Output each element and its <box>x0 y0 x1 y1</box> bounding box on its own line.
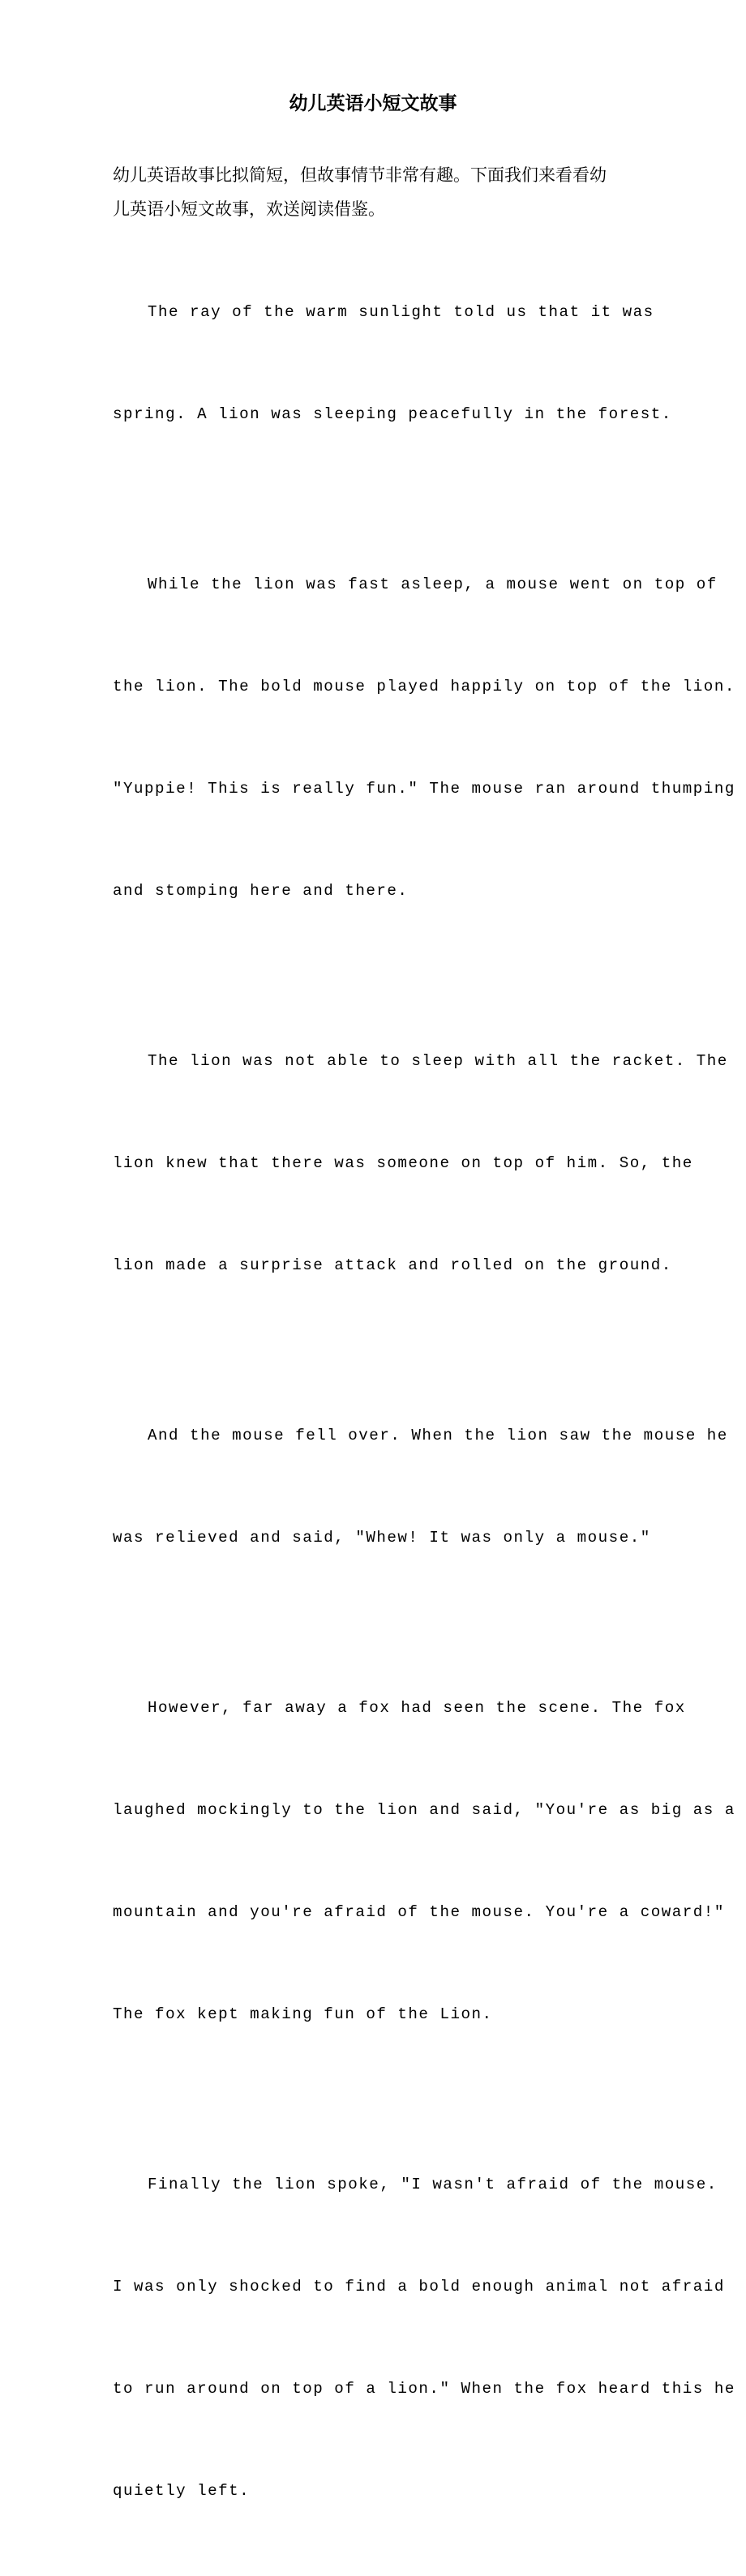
story-line: mountain and you're afraid of the mouse. You're a coward!" <box>113 1903 725 1921</box>
story-paragraph <box>113 1623 735 2099</box>
story-line: The ray of the warm sunlight told us that it was <box>148 303 654 321</box>
story-line: And the mouse fell over. When the lion saw the mouse he <box>148 1427 728 1444</box>
story-line: lion knew that there was someone on top of him. So, the <box>113 1154 693 1172</box>
story-line: quietly left. <box>113 2482 251 2500</box>
story-line: spring. A lion was sleeping peacefully in the forest. <box>113 405 672 423</box>
story-line: I was only shocked to find a bold enough animal not afraid <box>113 2278 725 2296</box>
story-line: While the lion was fast asleep, a mouse went on top of <box>148 576 718 593</box>
story-paragraph <box>113 1350 728 1623</box>
story-line: The fox kept making fun of the Lion. <box>113 2005 493 2023</box>
story-paragraph <box>113 499 735 976</box>
intro-line: 儿英语小短文故事，欢送阅读借鉴。 <box>113 199 385 219</box>
story-line: to run around on top of a lion." When the fox heard this he <box>113 2380 735 2398</box>
story-line: was relieved and said, "Whew! It was only a mouse." <box>113 1529 651 1547</box>
intro-line: 幼儿英语故事比拟简短，但故事情节非常有趣。下面我们来看看幼 <box>113 165 607 185</box>
story-line: laughed mockingly to the lion and said, "You're as big as a <box>113 1801 735 1819</box>
story-paragraph <box>113 976 728 1350</box>
story-line: lion made a surprise attack and rolled on the ground. <box>113 1256 672 1274</box>
story-line: Finally the lion spoke, "I wasn't afraid of the mouse. <box>148 2176 718 2193</box>
document-title: 幼儿英语小短文故事 <box>289 92 457 114</box>
story-paragraph <box>113 2099 735 2576</box>
story-line: the lion. The bold mouse played happily on top of the lion. <box>113 678 735 695</box>
story-line: "Yuppie! This is really fun." The mouse ran around thumping <box>113 780 735 798</box>
document-body <box>113 158 735 2576</box>
intro-paragraph <box>113 158 633 226</box>
story-line: and stomping here and there. <box>113 882 409 900</box>
story-line: However, far away a fox had seen the scene. The fox <box>148 1699 686 1717</box>
story-paragraph <box>113 227 672 499</box>
story-line: The lion was not able to sleep with all the racket. The <box>148 1052 728 1070</box>
